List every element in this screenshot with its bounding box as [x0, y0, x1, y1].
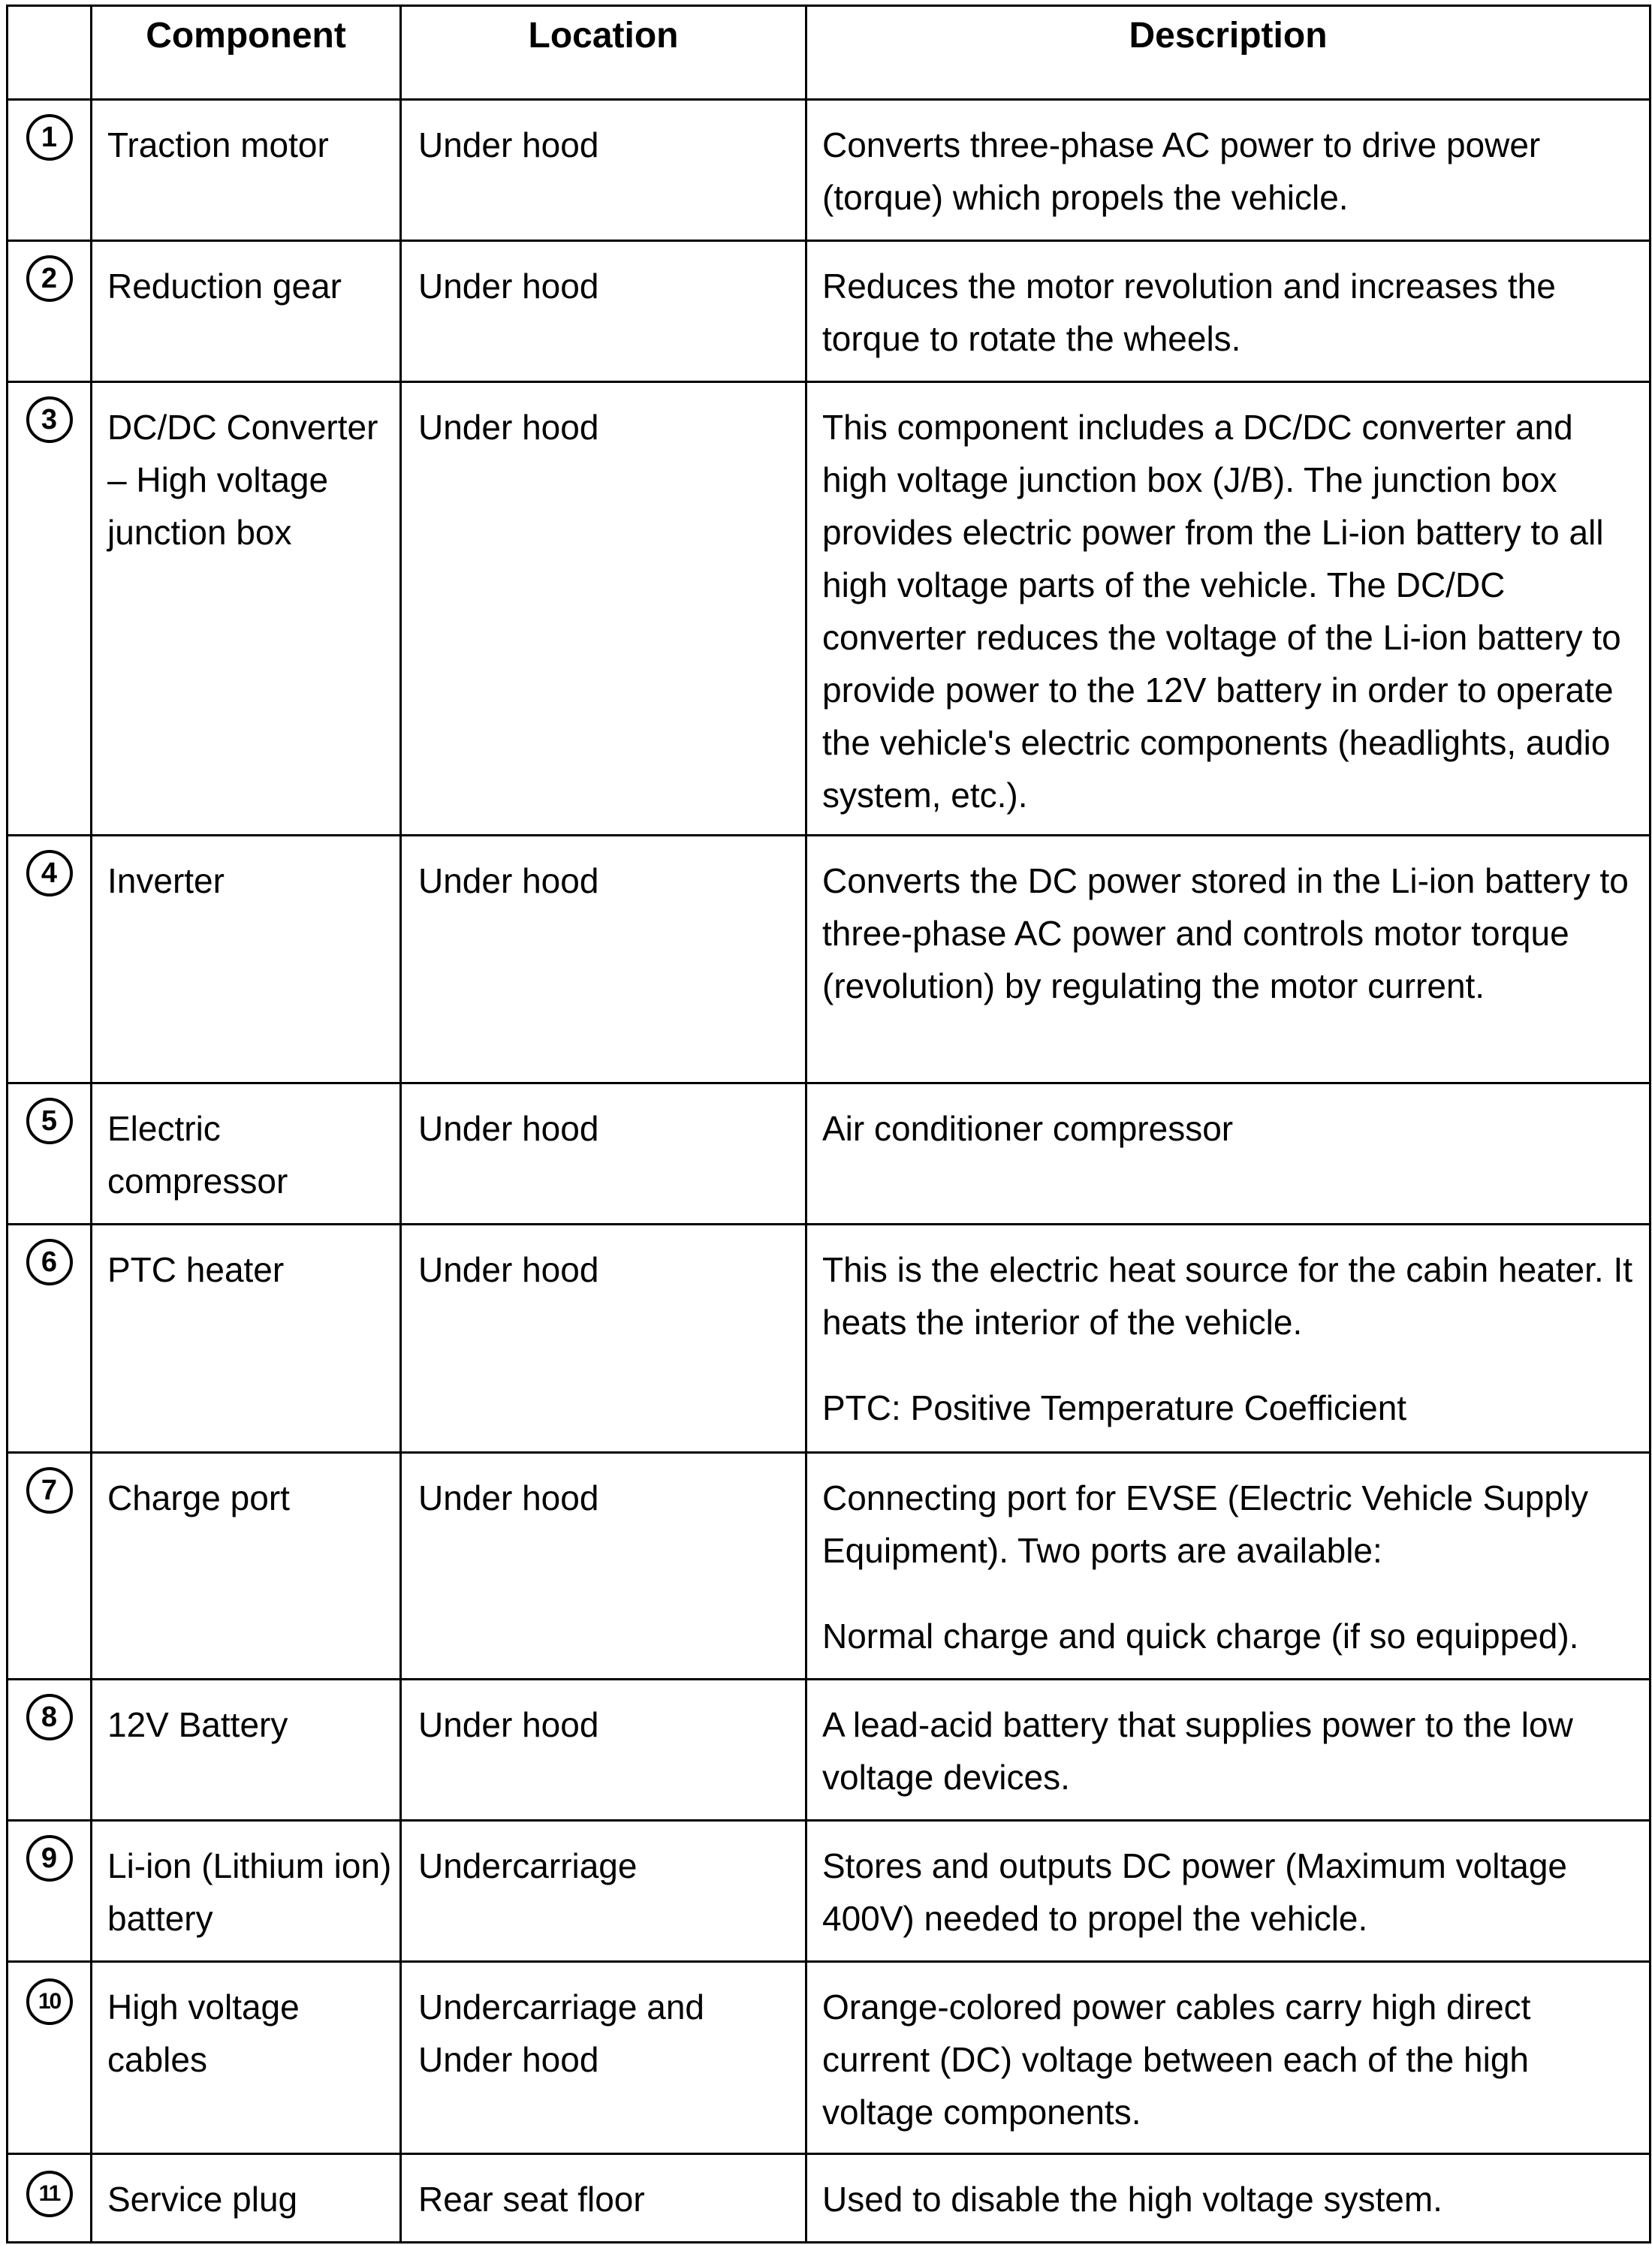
- description-paragraph: Converts the DC power stored in the Li-ion battery to three-phase AC power and controls motor torque (revolution) by regulating the motor current.: [822, 861, 1629, 1005]
- location-cell: Under hood: [401, 100, 806, 241]
- table-row: [8, 1083, 1650, 1225]
- component-cell: Inverter: [92, 836, 401, 1083]
- component-cell: DC/DC Converter – High voltage junction box: [92, 382, 401, 836]
- component-cell: Service plug: [92, 2154, 401, 2243]
- table-row: [8, 1680, 1650, 1821]
- circled-number-badge: 11: [26, 2171, 73, 2217]
- circled-number-badge: 6: [26, 1239, 73, 1285]
- row-number-cell: [8, 2154, 92, 2243]
- component-cell: Li-ion (Lithium ion) battery: [92, 1821, 401, 1962]
- description-cell: [806, 1680, 1650, 1821]
- description-paragraph: Stores and outputs DC power (Maximum voltage 400V) needed to propel the vehicle.: [822, 1846, 1567, 1938]
- description-paragraph: Used to disable the high voltage system.: [822, 2180, 1442, 2219]
- location-cell: Undercarriage and Under hood: [401, 1962, 806, 2154]
- header-description: Description: [806, 6, 1650, 100]
- table-row: [8, 1225, 1650, 1453]
- row-number-cell: [8, 1962, 92, 2154]
- location-cell: Under hood: [401, 1225, 806, 1453]
- component-table-sheet: [6, 5, 1649, 2243]
- description-paragraph: This is the electric heat source for the cabin heater. It heats the interior of the vehicle.: [822, 1250, 1633, 1342]
- circled-number-badge: 3: [26, 396, 73, 443]
- table-row: [8, 836, 1650, 1083]
- header-row: [8, 6, 1650, 100]
- circled-number-badge: 7: [26, 1467, 73, 1514]
- row-number-cell: [8, 836, 92, 1083]
- description-cell: [806, 1225, 1650, 1453]
- header-location: Location: [401, 6, 806, 100]
- description-paragraph: Converts three-phase AC power to drive power (torque) which propels the vehicle.: [822, 125, 1541, 217]
- component-table: [6, 5, 1651, 2243]
- component-cell: Reduction gear: [92, 241, 401, 382]
- description-cell: [806, 241, 1650, 382]
- component-cell: Charge port: [92, 1453, 401, 1680]
- row-number-cell: [8, 1453, 92, 1680]
- description-cell: [806, 1962, 1650, 2154]
- component-cell: PTC heater: [92, 1225, 401, 1453]
- table-row: [8, 1821, 1650, 1962]
- description-paragraph: Air conditioner compressor: [822, 1109, 1234, 1148]
- description-cell: [806, 1821, 1650, 1962]
- circled-number-badge: 10: [26, 1978, 73, 2025]
- row-number-cell: [8, 382, 92, 836]
- description-cell: [806, 836, 1650, 1083]
- description-paragraph: This component includes a DC/DC converter and high voltage junction box (J/B). The junction box provides electric power from the Li-ion battery to all high voltage parts of the vehicle. The DC/DC converter reduces the voltage of the Li-ion battery to provide power to the 12V battery in order to operate the vehicle's electric components (headlights, audio system, etc.).: [822, 408, 1621, 815]
- description-cell: [806, 382, 1650, 836]
- row-number-cell: [8, 1083, 92, 1225]
- location-cell: Under hood: [401, 1083, 806, 1225]
- header-number: [8, 6, 92, 100]
- circled-number-badge: 5: [26, 1098, 73, 1144]
- circled-number-badge: 4: [26, 850, 73, 896]
- row-number-cell: [8, 100, 92, 241]
- description-paragraph: Normal charge and quick charge (if so equipped).: [822, 1617, 1579, 1656]
- row-number-cell: [8, 1225, 92, 1453]
- description-cell: [806, 1083, 1650, 1225]
- location-cell: Under hood: [401, 1453, 806, 1680]
- description-paragraph: Reduces the motor revolution and increases the torque to rotate the wheels.: [822, 267, 1556, 358]
- location-cell: Under hood: [401, 1680, 806, 1821]
- location-cell: Rear seat floor: [401, 2154, 806, 2243]
- table-row: [8, 382, 1650, 836]
- table-row: [8, 100, 1650, 241]
- row-number-cell: [8, 241, 92, 382]
- description-paragraph: PTC: Positive Temperature Coefficient: [822, 1388, 1407, 1427]
- location-cell: Under hood: [401, 241, 806, 382]
- description-cell: [806, 2154, 1650, 2243]
- table-row: [8, 241, 1650, 382]
- circled-number-badge: 8: [26, 1694, 73, 1740]
- table-row: [8, 1453, 1650, 1680]
- description-cell: [806, 100, 1650, 241]
- table-row: [8, 1962, 1650, 2154]
- location-cell: Undercarriage: [401, 1821, 806, 1962]
- circled-number-badge: 9: [26, 1835, 73, 1882]
- location-cell: Under hood: [401, 382, 806, 836]
- location-cell: Under hood: [401, 836, 806, 1083]
- table-body: [8, 100, 1650, 2243]
- row-number-cell: [8, 1680, 92, 1821]
- row-number-cell: [8, 1821, 92, 1962]
- component-cell: Electric compressor: [92, 1083, 401, 1225]
- description-paragraph: Orange-colored power cables carry high direct current (DC) voltage between each of the high voltage components.: [822, 1987, 1531, 2132]
- component-cell: Traction motor: [92, 100, 401, 241]
- description-paragraph: A lead-acid battery that supplies power to the low voltage devices.: [822, 1705, 1573, 1797]
- description-paragraph: Connecting port for EVSE (Electric Vehicle Supply Equipment). Two ports are available:: [822, 1478, 1589, 1570]
- circled-number-badge: 1: [26, 114, 73, 161]
- circled-number-badge: 2: [26, 255, 73, 302]
- component-cell: High voltage cables: [92, 1962, 401, 2154]
- header-component: Component: [92, 6, 401, 100]
- component-cell: 12V Battery: [92, 1680, 401, 1821]
- description-cell: [806, 1453, 1650, 1680]
- table-row: [8, 2154, 1650, 2243]
